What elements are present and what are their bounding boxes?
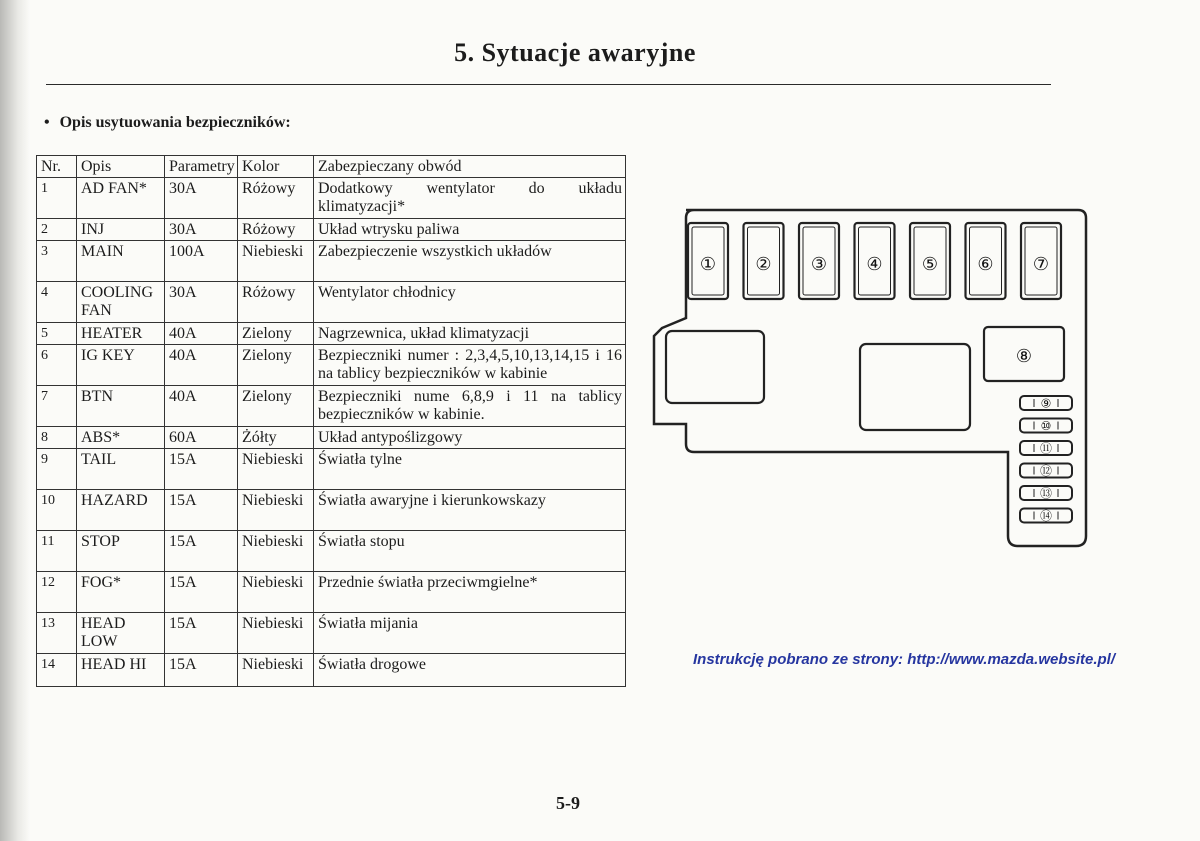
cell-nr: 3 [37, 241, 77, 282]
header-opis: Opis [77, 156, 165, 178]
page-binding-shadow [0, 0, 30, 841]
cell-nr: 5 [37, 323, 77, 345]
bullet-icon: • [44, 114, 50, 131]
cell-opis: AD FAN* [77, 178, 165, 219]
fuse-slot-4 [855, 223, 895, 299]
cell-nr: 7 [37, 386, 77, 427]
cell-obwod: Przednie światła przeciwmgielne* [314, 572, 626, 613]
cell-obwod: Dodatkowy wentylator do układu klimatyzacji* [314, 178, 626, 219]
table-row [37, 219, 626, 241]
fuse-slot-2 [744, 223, 784, 299]
cell-obwod: Wentylator chłodnicy [314, 282, 626, 323]
cell-nr: 12 [37, 572, 77, 613]
cell-kolor: Niebieski [238, 613, 314, 654]
cell-nr: 13 [37, 613, 77, 654]
header-kolor: Kolor [238, 156, 314, 178]
cell-nr: 6 [37, 345, 77, 386]
page-title: 5. Sytuacje awaryjne [454, 38, 696, 67]
cell-parametry: 15A [165, 490, 238, 531]
cell-parametry: 15A [165, 654, 238, 687]
cell-kolor: Niebieski [238, 531, 314, 572]
cell-obwod: Układ wtrysku paliwa [314, 219, 626, 241]
table-row [37, 178, 626, 219]
table-row [37, 531, 626, 572]
cell-parametry: 15A [165, 613, 238, 654]
table-row [37, 572, 626, 613]
table-row [37, 345, 626, 386]
cell-opis: INJ [77, 219, 165, 241]
cell-opis: STOP [77, 531, 165, 572]
cell-kolor: Niebieski [238, 572, 314, 613]
cell-obwod: Światła stopu [314, 531, 626, 572]
table-row [37, 654, 626, 687]
fuse-slot-11 [1020, 441, 1072, 456]
fuse-slot-10 [1020, 419, 1072, 434]
cell-nr: 1 [37, 178, 77, 219]
title-rule [46, 84, 1051, 85]
cell-kolor: Różowy [238, 219, 314, 241]
fuse-label-8: ⑧ [1015, 346, 1033, 367]
table-row [37, 427, 626, 449]
cell-opis: HEAD HI [77, 654, 165, 687]
table-row [37, 490, 626, 531]
fuse-slot-13 [1020, 486, 1072, 501]
fuse-label-7: ⑦ [1032, 254, 1050, 275]
cell-kolor: Niebieski [238, 490, 314, 531]
fuse-label-5: ⑤ [921, 254, 939, 275]
fuse-label-11: ⑪ [1039, 441, 1053, 456]
header-nr: Nr. [37, 156, 77, 178]
cell-parametry: 60A [165, 427, 238, 449]
fuse-box-diagram [650, 200, 1090, 552]
cell-parametry: 30A [165, 219, 238, 241]
header-obwod: Zabezpieczany obwód [314, 156, 626, 178]
fuse-label-1: ① [699, 254, 717, 275]
cell-nr: 11 [37, 531, 77, 572]
cell-obwod: Układ antypoślizgowy [314, 427, 626, 449]
fuse-slot-8 [984, 327, 1064, 381]
cell-opis: HEATER [77, 323, 165, 345]
cell-nr: 8 [37, 427, 77, 449]
cell-obwod: Bezpieczniki numer : 2,3,4,5,10,13,14,15 i 16 na tablicy bezpieczników w kabinie [314, 345, 626, 386]
cell-parametry: 40A [165, 345, 238, 386]
cell-parametry: 15A [165, 531, 238, 572]
cell-nr: 2 [37, 219, 77, 241]
fuse-slot-9 [1020, 396, 1072, 411]
cell-opis: FOG* [77, 572, 165, 613]
cell-kolor: Zielony [238, 345, 314, 386]
cell-opis: COOLING FAN [77, 282, 165, 323]
fuse-label-9: ⑨ [1040, 396, 1052, 411]
fuse-slot-14 [1020, 509, 1072, 524]
page-number: 5-9 [556, 793, 580, 813]
fuse-label-10: ⑩ [1040, 419, 1052, 433]
cell-obwod: Zabezpieczenie wszystkich układów [314, 241, 626, 282]
cell-kolor: Niebieski [238, 449, 314, 490]
cell-nr: 4 [37, 282, 77, 323]
cell-obwod: Światła drogowe [314, 654, 626, 687]
cell-kolor: Żółty [238, 427, 314, 449]
fuse-slot-7 [1021, 223, 1061, 299]
cell-kolor: Niebieski [238, 654, 314, 687]
fuse-slot-12 [1020, 464, 1072, 479]
cell-parametry: 30A [165, 282, 238, 323]
fuse-slot-1 [688, 223, 728, 299]
cell-opis: HEAD LOW [77, 613, 165, 654]
table-header-row [37, 156, 626, 178]
download-source-link[interactable]: Instrukcję pobrano ze strony: http://www.mazda.website.pl/ [693, 651, 1115, 668]
cell-parametry: 15A [165, 449, 238, 490]
cell-parametry: 100A [165, 241, 238, 282]
cell-opis: IG KEY [77, 345, 165, 386]
cell-kolor: Niebieski [238, 241, 314, 282]
cell-obwod: Światła mijania [314, 613, 626, 654]
fuse-label-13: ⑬ [1039, 486, 1053, 501]
cell-parametry: 40A [165, 386, 238, 427]
cell-kolor: Różowy [238, 282, 314, 323]
table-row [37, 386, 626, 427]
cell-opis: TAIL [77, 449, 165, 490]
table-row [37, 323, 626, 345]
fuse-slot-5 [910, 223, 950, 299]
relay-block-left [666, 331, 764, 403]
cell-parametry: 40A [165, 323, 238, 345]
cell-obwod: Bezpieczniki nume 6,8,9 i 11 na tablicy bezpieczników w kabinie. [314, 386, 626, 427]
cell-opis: MAIN [77, 241, 165, 282]
cell-kolor: Różowy [238, 178, 314, 219]
cell-nr: 14 [37, 654, 77, 687]
section-heading: Opis usytuowania bezpieczników: [59, 114, 291, 131]
fuse-label-3: ③ [810, 254, 828, 275]
fuse-label-14: ⑭ [1039, 509, 1053, 523]
cell-nr: 10 [37, 490, 77, 531]
cell-opis: ABS* [77, 427, 165, 449]
table-row [37, 449, 626, 490]
cell-parametry: 30A [165, 178, 238, 219]
cell-kolor: Zielony [238, 386, 314, 427]
cell-obwod: Światła tylne [314, 449, 626, 490]
table-row [37, 613, 626, 654]
table-row [37, 282, 626, 323]
section-bullet [44, 114, 291, 132]
fuse-label-6: ⑥ [977, 254, 994, 275]
fuse-label-12: ⑫ [1039, 464, 1053, 478]
fuse-slot-3 [799, 223, 839, 299]
header-parametry: Parametry [165, 156, 238, 178]
relay-block-center [860, 344, 970, 430]
fuse-slot-6 [966, 223, 1006, 299]
table-row [37, 241, 626, 282]
cell-nr: 9 [37, 449, 77, 490]
cell-opis: HAZARD [77, 490, 165, 531]
cell-obwod: Światła awaryjne i kierunkowskazy [314, 490, 626, 531]
fuse-table [36, 155, 626, 687]
cell-kolor: Zielony [238, 323, 314, 345]
fuse-label-4: ④ [866, 254, 883, 275]
cell-opis: BTN [77, 386, 165, 427]
fuse-label-2: ② [755, 254, 772, 275]
cell-obwod: Nagrzewnica, układ klimatyzacji [314, 323, 626, 345]
cell-parametry: 15A [165, 572, 238, 613]
